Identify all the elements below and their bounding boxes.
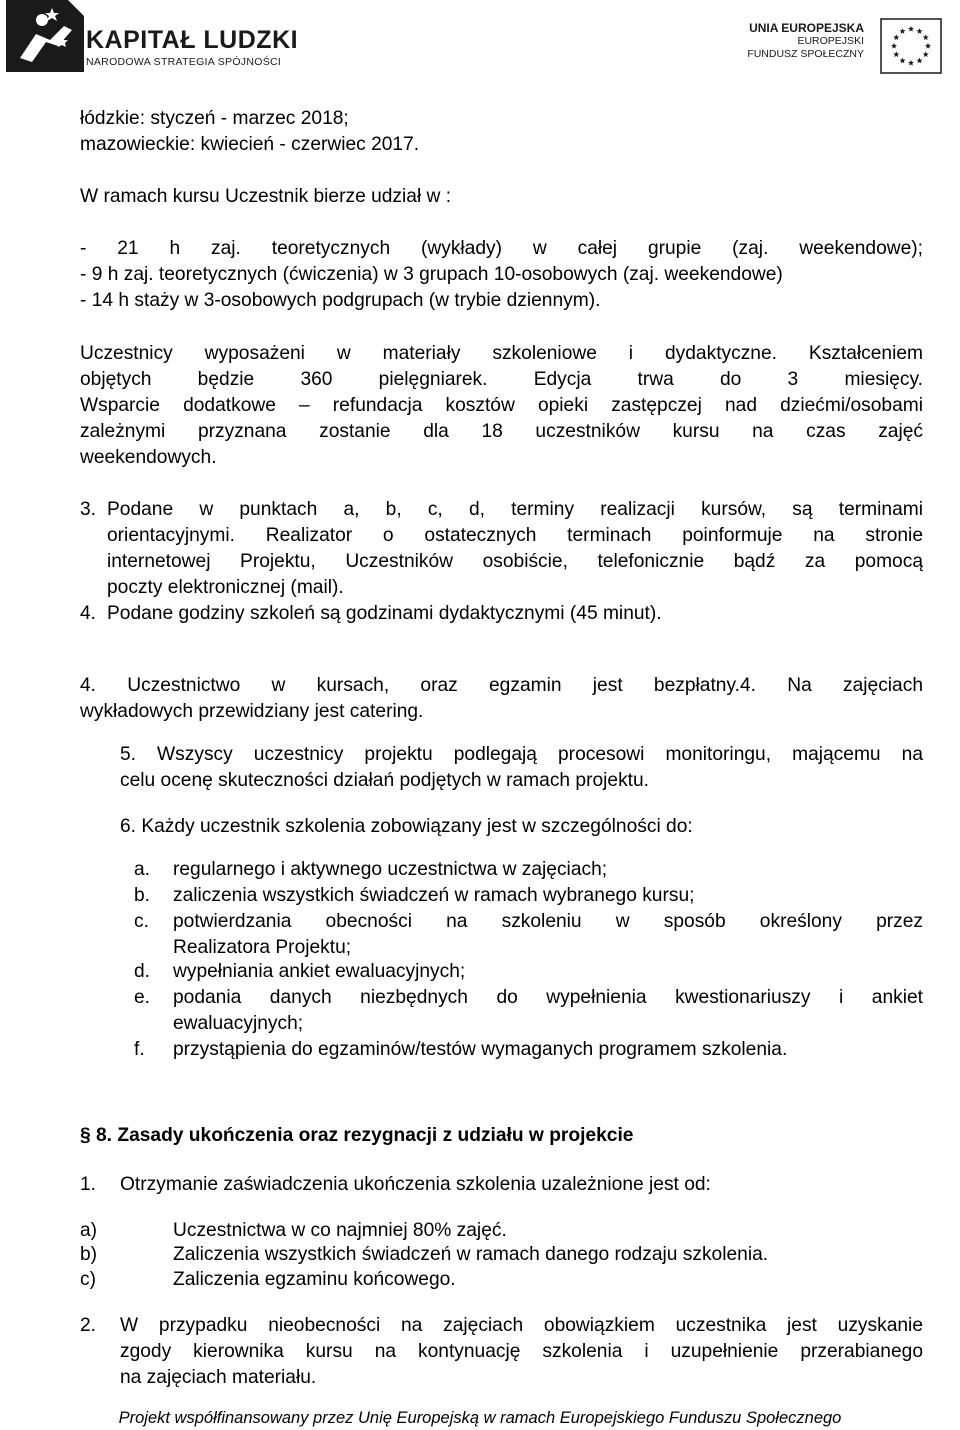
absence-line: W przypadku nieobecności na zajęciach obowiązkiem uczestnika jest uzyskanie	[120, 1315, 923, 1336]
list-item: Uczestnictwa w co najmniej 80% zajęć.	[173, 1220, 507, 1241]
list-letter: a.	[134, 859, 151, 880]
monitoring-line: 5. Wszyscy uczestnicy projektu podlegają procesowi monitoringu, mającemu na	[120, 744, 923, 765]
right-logo-line3: FUNDUSZ SPOŁECZNY	[747, 48, 864, 60]
eu-flag-icon	[880, 18, 942, 74]
paragraph-line: Wsparcie dodatkowe – refundacja kosztów opieki zastępczej nad dziećmi/osobami	[80, 395, 923, 416]
list-item: ewaluacyjnych;	[173, 1013, 304, 1034]
right-logo-title: UNIA EUROPEJSKA	[749, 21, 864, 35]
item-number: 1.	[80, 1174, 97, 1195]
absence-line: zgody kierownika kursu na kontynuację szkolenia i uzupełnienie przerabianego	[120, 1341, 923, 1362]
kapital-ludzki-logo-icon	[6, 0, 86, 72]
bullet-lectures: - 21 h zaj. teoretycznych (wykłady) w całej grupie (zaj. weekendowe);	[80, 238, 923, 259]
list-item: przystąpienia do egzaminów/testów wymaganych programem szkolenia.	[173, 1039, 788, 1060]
absence-line: na zajęciach materiału.	[120, 1367, 317, 1388]
catering-line: wykładowych przewidziany jest catering.	[80, 701, 424, 722]
paragraph-line: Uczestnicy wyposażeni w materiały szkoleniowe i dydaktyczne. Kształceniem	[80, 343, 923, 364]
list-letter: b)	[80, 1244, 98, 1265]
item-line: poczty elektronicznej (mail).	[107, 577, 344, 598]
section-marker-icon: §	[80, 1125, 91, 1146]
left-logo-title: KAPITAŁ LUDZKI	[86, 26, 299, 54]
paragraph-line: zależnymi przyznana zostanie dla 18 uczestników kursu na czas zajęć	[80, 421, 923, 442]
item-number: 4.	[80, 603, 97, 624]
item-line: Podane godziny szkoleń są godzinami dydaktycznymi (45 minut).	[107, 603, 662, 624]
certificate-condition: Otrzymanie zaświadczenia ukończenia szkolenia uzależnione jest od:	[120, 1174, 711, 1195]
list-item: Zaliczenia wszystkich świadczeń w ramach danego rodzaju szkolenia.	[173, 1244, 769, 1265]
paragraph-line: weekendowych.	[80, 447, 217, 468]
list-item: zaliczenia wszystkich świadczeń w ramach wybranego kursu;	[173, 885, 695, 906]
list-letter: e.	[134, 987, 151, 1008]
page-footer: Projekt współfinansowany przez Unię Europejską w ramach Europejskiego Funduszu Społecznego	[118, 1409, 842, 1427]
list-letter: c.	[134, 911, 149, 932]
section8-title: 8. Zasady ukończenia oraz rezygnacji z udziału w projekcie	[96, 1125, 634, 1146]
item-line: orientacyjnymi. Realizator o ostatecznych terminach poinformuje na stronie	[107, 525, 923, 546]
course-intro: W ramach kursu Uczestnik bierze udział w :	[80, 186, 452, 207]
schedule-mazowieckie: mazowieckie: kwiecień - czerwiec 2017.	[80, 134, 420, 155]
list-letter: d.	[134, 961, 151, 982]
list-item: Zaliczenia egzaminu końcowego.	[173, 1269, 456, 1290]
list-letter: c)	[80, 1269, 96, 1290]
page-header	[0, 0, 960, 80]
monitoring-line: celu ocenę skuteczności działań podjętych w ramach projektu.	[120, 770, 650, 791]
bullet-exercises: - 9 h zaj. teoretycznych (ćwiczenia) w 3 grupach 10-osobowych (zaj. weekendowe)	[80, 264, 783, 285]
list-item: podania danych niezbędnych do wypełnienia kwestionariuszy i ankiet	[173, 987, 923, 1008]
list-item: potwierdzania obecności na szkoleniu w sposób określony przez	[173, 911, 923, 932]
schedule-lodzkie: łódzkie: styczeń - marzec 2018;	[80, 108, 349, 129]
list-letter: f.	[134, 1039, 145, 1060]
item-number: 2.	[80, 1315, 97, 1336]
section8-heading	[80, 1123, 633, 1149]
item-line: Podane w punktach a, b, c, d, terminy realizacji kursów, są terminami	[107, 499, 923, 520]
paragraph-line: objętych będzie 360 pielęgniarek. Edycja trwa do 3 miesięcy.	[80, 369, 923, 390]
left-logo-subtitle: NARODOWA STRATEGIA SPÓJNOŚCI	[86, 56, 282, 68]
list-item: Realizatora Projektu;	[173, 937, 352, 958]
item-line: internetowej Projektu, Uczestników osobiście, telefonicznie bądź za pomocą	[107, 551, 923, 572]
obligations-intro: 6. Każdy uczestnik szkolenia zobowiązany jest w szczególności do:	[120, 816, 693, 837]
eu-logo-text	[664, 22, 864, 61]
list-item: regularnego i aktywnego uczestnictwa w zajęciach;	[173, 859, 608, 880]
item-number: 3.	[80, 499, 97, 520]
bullet-internships: - 14 h staży w 3-osobowych podgrupach (w trybie dziennym).	[80, 290, 601, 311]
list-item: wypełniania ankiet ewaluacyjnych;	[173, 961, 466, 982]
free-participation-line: 4. Uczestnictwo w kursach, oraz egzamin jest bezpłatny.4. Na zajęciach	[80, 675, 923, 696]
right-logo-line2: EUROPEJSKI	[797, 35, 864, 47]
list-letter: a)	[80, 1220, 98, 1241]
list-letter: b.	[134, 885, 151, 906]
